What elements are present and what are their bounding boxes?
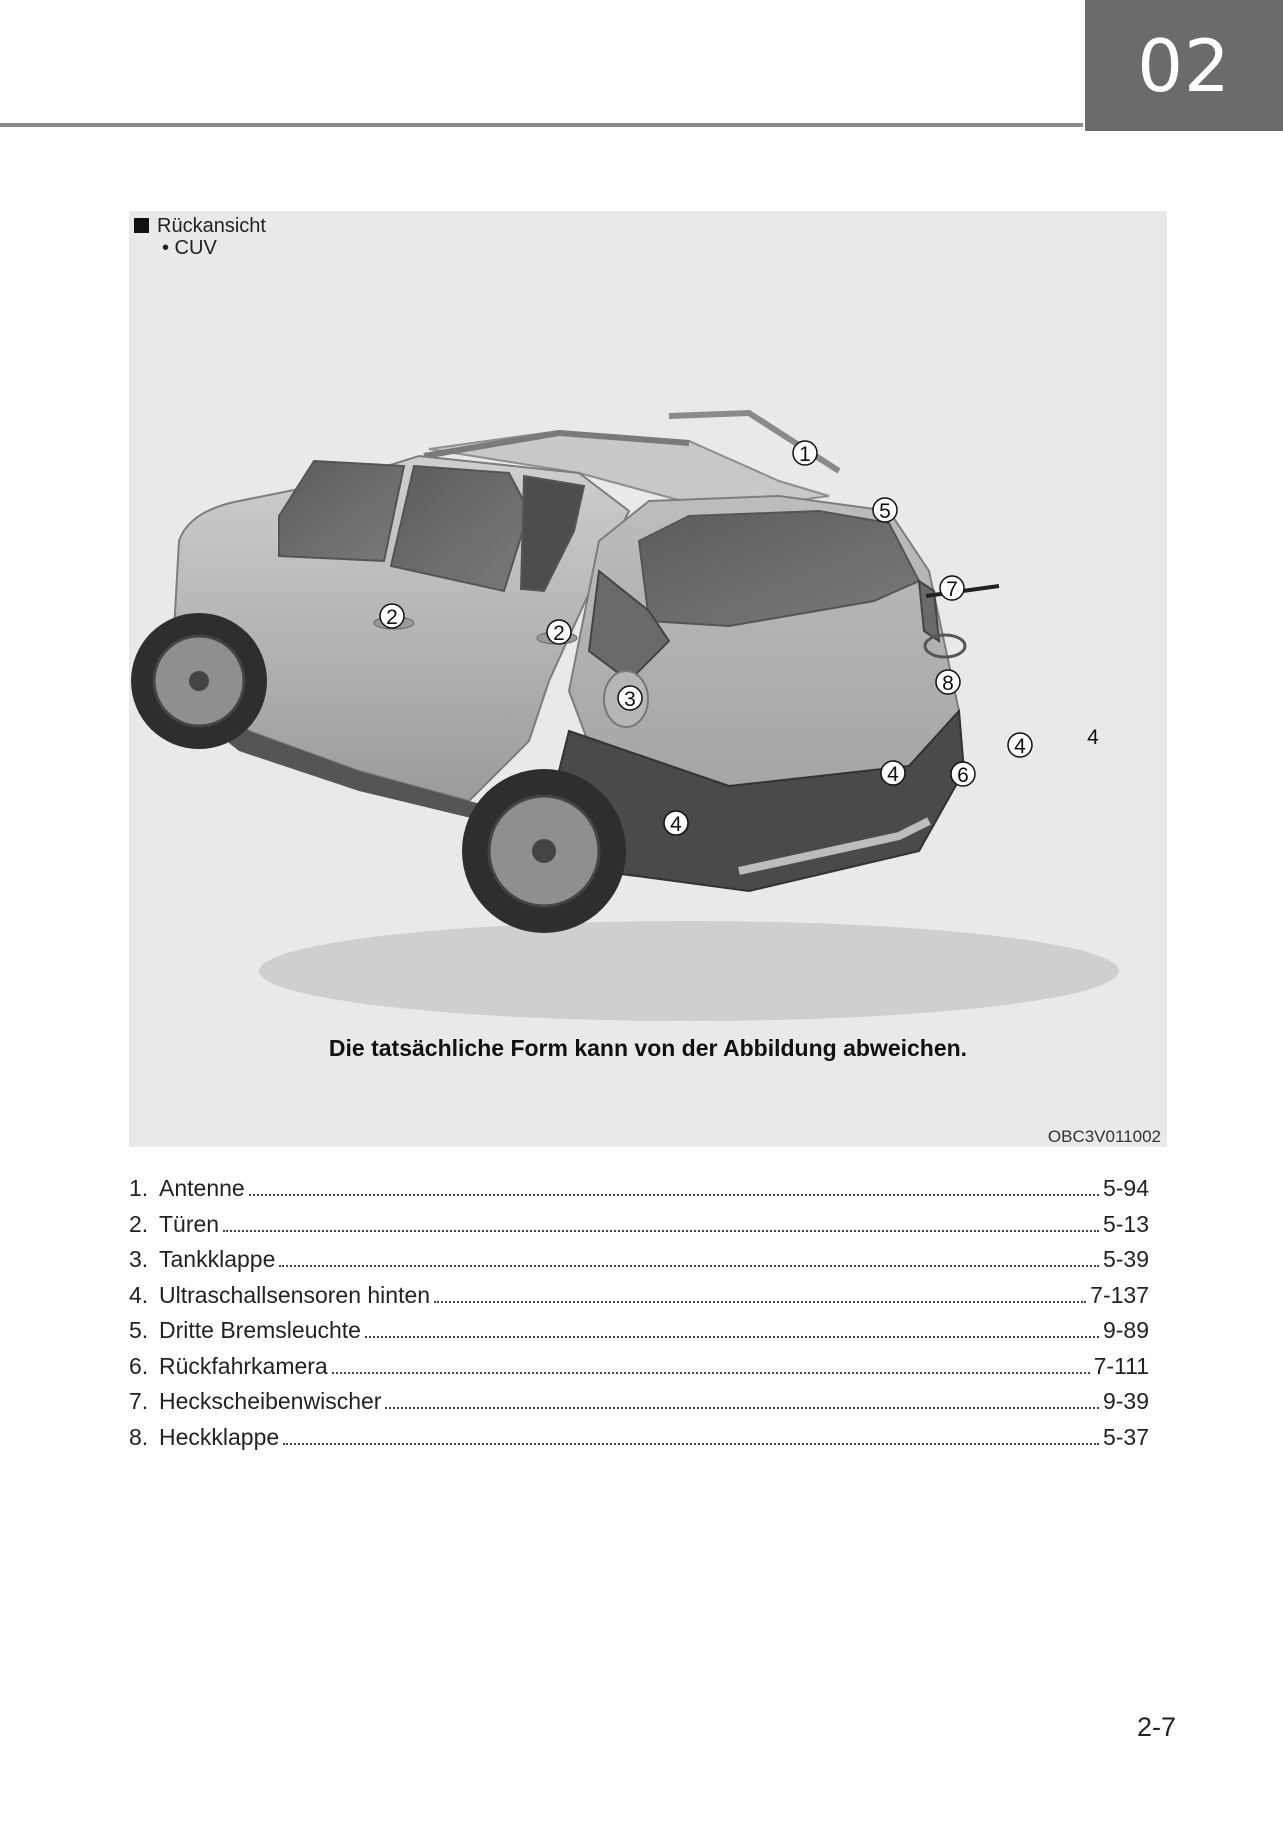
list-item (129, 1282, 1149, 1318)
figure-title: Rückansicht (157, 215, 266, 237)
item-label: Antenne (159, 1175, 245, 1201)
callout-5-label: 5 (879, 500, 891, 523)
figure-code: OBC3V011002 (1047, 1127, 1161, 1146)
callout-7 (940, 576, 964, 601)
item-page-ref: 5-13 (1102, 1210, 1149, 1237)
dot-leader (434, 1301, 1086, 1303)
front-wheel-hub (189, 671, 209, 691)
dot-leader (279, 1265, 1099, 1267)
callout-8-label: 8 (942, 672, 954, 695)
callout-4a (664, 811, 688, 836)
callout-1 (793, 441, 817, 466)
rear-door-window (279, 461, 404, 561)
item-page-ref: 7-111 (1093, 1352, 1149, 1379)
callout-7-label: 7 (946, 578, 958, 601)
callout-2b-label: 2 (553, 622, 565, 645)
item-page-ref: 5-39 (1102, 1246, 1149, 1272)
car-illustration (129, 211, 1167, 1147)
callout-8 (936, 670, 960, 695)
item-number: 4. (129, 1281, 149, 1308)
callout-4c (1008, 733, 1032, 758)
item-page-ref: 5-37 (1102, 1423, 1149, 1450)
callout-3 (618, 686, 642, 711)
callout-6-label: 6 (957, 764, 969, 787)
item-number: 6. (129, 1352, 149, 1379)
callout-4d-label: 4 (1087, 726, 1099, 749)
list-item (129, 1246, 1149, 1282)
dot-leader (283, 1443, 1099, 1445)
chapter-number: 02 (1137, 23, 1231, 108)
callout-4c-label: 4 (1014, 735, 1026, 758)
item-page-ref: 9-89 (1102, 1317, 1149, 1343)
list-item (129, 1388, 1149, 1424)
callout-6 (951, 762, 975, 787)
dot-leader (223, 1230, 1099, 1232)
item-label: Ultraschallsensoren hinten (159, 1281, 431, 1308)
item-label: Heckscheibenwischer (159, 1388, 382, 1414)
list-item (129, 1424, 1149, 1460)
item-number: 7. (129, 1388, 149, 1414)
item-number: 2. (129, 1210, 149, 1237)
item-number: 3. (129, 1246, 149, 1272)
callout-4d (1087, 726, 1099, 749)
callout-4b (881, 761, 905, 786)
item-page-ref: 9-39 (1102, 1388, 1149, 1414)
callout-5 (873, 498, 897, 523)
dot-leader (365, 1336, 1099, 1338)
item-label: Türen (159, 1210, 220, 1237)
list-item (129, 1175, 1149, 1211)
item-number: 5. (129, 1317, 149, 1343)
item-page-ref: 5-94 (1102, 1175, 1149, 1201)
item-number: 1. (129, 1175, 149, 1201)
rear-wheel-hub (532, 839, 556, 863)
page-number: 2-7 (1137, 1712, 1177, 1742)
callout-1-label: 1 (799, 443, 811, 466)
list-item (129, 1353, 1149, 1389)
item-label: Dritte Bremsleuchte (159, 1317, 361, 1343)
chapter-tab (1085, 0, 1283, 131)
callout-4b-label: 4 (887, 763, 899, 786)
item-label: Tankklappe (159, 1246, 276, 1272)
item-label: Heckklappe (159, 1423, 280, 1450)
callout-3-label: 3 (624, 688, 636, 711)
list-item (129, 1317, 1149, 1353)
list-item (129, 1211, 1149, 1247)
car-rear-view-figure (129, 211, 1167, 1147)
dot-leader (249, 1194, 1099, 1196)
callout-4a-label: 4 (670, 813, 682, 836)
figure-disclaimer: Die tatsächliche Form kann von der Abbildung abweichen. (328, 1035, 968, 1061)
dot-leader (332, 1372, 1090, 1374)
item-page-ref: 7-137 (1090, 1281, 1149, 1308)
callout-2b (547, 620, 571, 645)
callout-2a (380, 604, 404, 629)
item-number: 8. (129, 1423, 149, 1450)
header-rule (0, 123, 1083, 127)
car-shadow (259, 921, 1119, 1021)
callout-2a-label: 2 (386, 606, 398, 629)
dot-leader (385, 1407, 1099, 1409)
item-label: Rückfahrkamera (159, 1352, 328, 1379)
parts-index-list (129, 1175, 1149, 1459)
figure-subtitle: • CUV (162, 237, 217, 259)
